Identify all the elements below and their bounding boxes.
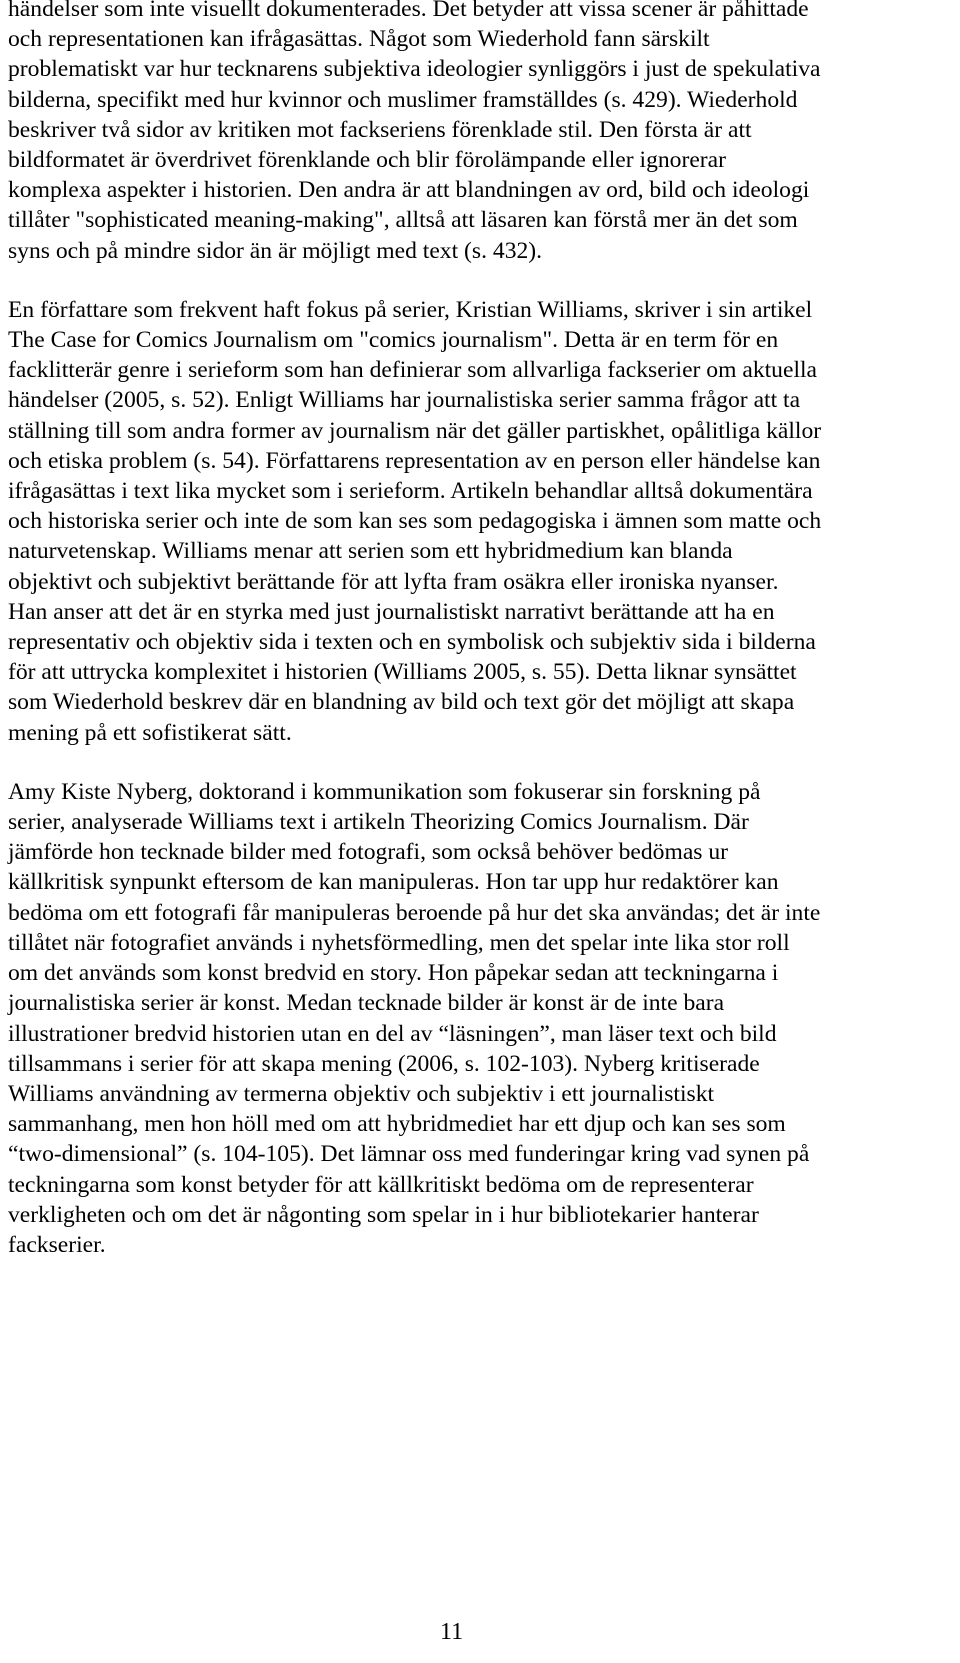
paragraph-nyberg-theorizing: Amy Kiste Nyberg, doktorand i kommunikation som fokuserar sin forskning på serier, analyserade Williams text i artikeln Theorizing Comics Journalism. Där jämförde hon tecknade bilder med fotografi, som också behöver bedömas ur källkritisk synpunkt eftersom de kan manipuleras. Hon tar upp hur redaktörer kan bedöma om ett fotografi får manipuleras beroende på hur det ska användas; det är inte tillåtet när fotografiet används i nyhetsförmedling, men det spelar inte lika stor roll om det används som konst bredvid en story. Hon påpekar sedan att teckningarna i journalistiska serier är konst. Medan tecknade bilder är konst är de inte bara illustrationer bredvid historien utan en del av “läsningen”, man läser text och bild tillsammans i serier för att skapa mening (2006, s. 102-103). Nyberg kritiserade Williams användning av termerna objektiv och subjektiv i ett journalistiskt sammanhang, men hon höll med om att hybridmediet har ett djup och kan ses som “two-dimensional” (s. 104-105). Det lämnar oss med funderingar kring vad synen på teckningarna som konst betyder för att källkritiskt bedöma om de representerar verkligheten och om det är någonting som spelar in i hur bibliotekarier hanterar fackserier. bbox=[8, 778, 821, 1258]
paragraph-williams-comics-journalism: En författare som frekvent haft fokus på serier, Kristian Williams, skriver i sin artikel The Case for Comics Journalism om "comics journalism". Detta är en term för en facklitterär genre i serieform som han definierar som allvarliga fackserier om aktuella händelser (2005, s. 52). Enligt Williams har journalistiska serier samma frågor att ta ställning till som andra former av journalism när det gäller partiskhet, opålitliga källor och etiska problem (s. 54). Författarens representation av en person eller händelse kan ifrågasättas i text lika mycket som i serieform. Artikeln behandlar alltså dokumentära och historiska serier och inte de som kan ses som pedagogiska i ämnen som matte och naturvetenskap. Williams menar att serien som ett hybridmedium kan blanda objektivt och subjektivt berättande för att lyfta fram osäkra eller ironiska nyanser. Han anser att det är en styrka med just journalistiskt narrativt berättande att ha en representativ och objektiv sida i texten och en symbolisk och subjektiv sida i bilderna för att uttrycka komplexitet i historien (Williams 2005, s. 55). Detta liknar synsättet som Wiederhold beskrev där en blandning av bild och text gör det möjligt att skapa mening på ett sofistikerat sätt. bbox=[8, 296, 822, 746]
paragraph-continuation-wiederhold: händelser som inte visuellt dokumenterades. Det betyder att vissa scener är påhittade och representationen kan ifrågasättas. Något som Wiederhold fann särskilt problematiskt var hur tecknarens subjektiva ideologier synliggörs i just de spekulativa bilderna, specifikt med hur kvinnor och muslimer framställdes (s. 429). Wiederhold beskriver två sidor av kritiken mot fackseriens förenklade stil. Den första är att bildformatet är överdrivet förenklande och blir förolämpande eller ignorerar komplexa aspekter i historien. Den andra är att blandningen av ord, bild och ideologi tillåter "sophisticated meaning-making", alltså att läsaren kan förstå mer än det som syns och på mindre sidor än är möjligt med text (s. 432). bbox=[8, 0, 821, 264]
page-number: 11 bbox=[440, 1619, 464, 1645]
body-text bbox=[8, 0, 956, 1260]
